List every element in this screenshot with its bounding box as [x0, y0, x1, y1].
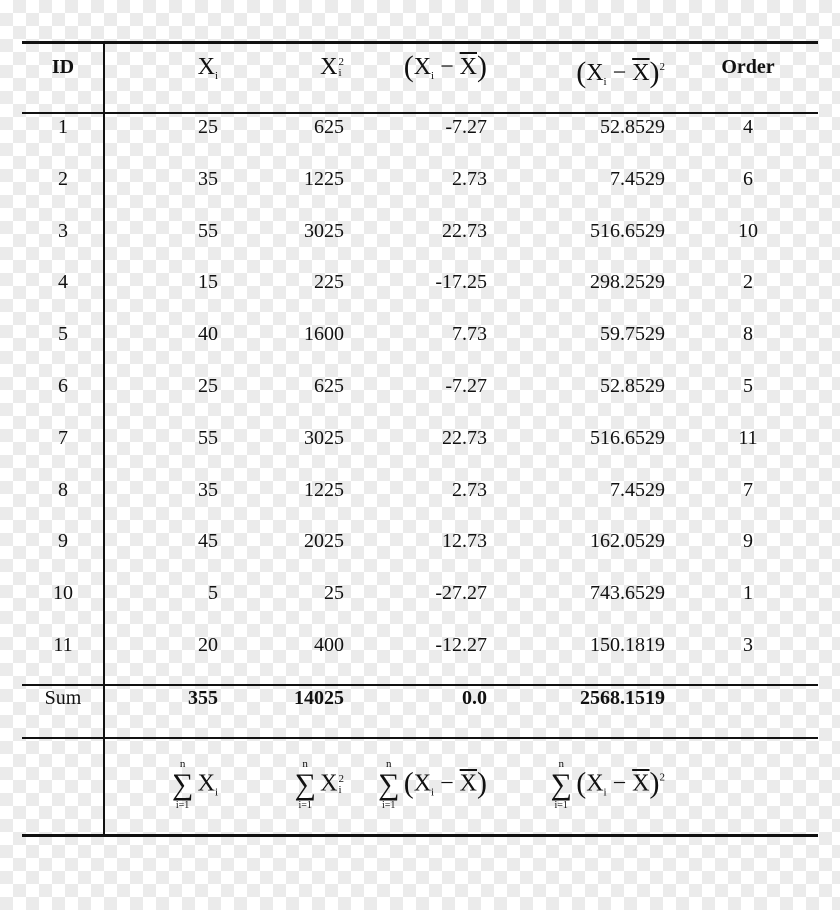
cell-sq: 516.6529	[590, 219, 665, 242]
sigma-icon: n ∑ i=1	[171, 758, 194, 811]
table-row	[0, 319, 840, 349]
sum-sq: 2568.1519	[580, 687, 665, 709]
cell-x2: 1225	[304, 167, 344, 190]
top-rule	[22, 41, 818, 44]
cell-id: 11	[53, 634, 73, 656]
cell-id: 9	[58, 530, 68, 553]
cell-sq: 516.6529	[590, 426, 665, 449]
header-order: Order	[721, 56, 775, 78]
cell-sq: 150.1819	[590, 634, 665, 656]
cell-x2: 1600	[304, 323, 344, 346]
table-row	[0, 216, 840, 246]
cell-dev: 22.73	[442, 426, 487, 449]
header-row	[0, 50, 840, 89]
table-row	[0, 164, 840, 194]
table-row	[0, 630, 840, 660]
cell-x2: 625	[314, 116, 344, 138]
cell-sq: 59.7529	[600, 323, 665, 346]
header-deviation: $(X_i - \overline{X})$	[403, 50, 487, 83]
cell-id: 7	[58, 426, 68, 449]
cell-id: 5	[58, 323, 68, 346]
cell-x2: 400	[314, 634, 344, 656]
cell-dev: 2.73	[452, 478, 487, 501]
cell-x2: 3025	[304, 219, 344, 242]
cell-x2: 625	[314, 375, 344, 397]
cell-x2: 2025	[304, 530, 344, 553]
cell-order: 5	[743, 375, 753, 397]
cell-x: 35	[198, 478, 218, 501]
cell-id: 2	[58, 167, 68, 190]
cell-order: 7	[743, 478, 753, 501]
cell-x2: 1225	[304, 478, 344, 501]
header-xi-squared: X 2 i	[320, 54, 344, 80]
cell-x: 40	[198, 323, 218, 346]
cell-order: 4	[743, 116, 753, 138]
sum-x: 355	[188, 687, 218, 709]
table-row	[0, 423, 840, 453]
cell-order: 2	[743, 271, 753, 294]
cell-dev: 7.73	[452, 323, 487, 346]
cell-x: 55	[198, 219, 218, 242]
cell-dev: -17.25	[435, 271, 487, 294]
sigma-icon: n ∑ i=1	[378, 758, 400, 811]
sigma-icon: n ∑ i=1	[294, 758, 316, 811]
cell-x2: 225	[314, 271, 344, 294]
cell-order: 1	[743, 582, 753, 605]
cell-sq: 162.0529	[590, 530, 665, 553]
cell-dev: -12.27	[435, 634, 487, 656]
cell-order: 9	[743, 530, 753, 553]
cell-dev: 2.73	[452, 167, 487, 190]
cell-order: 11	[738, 426, 758, 449]
cell-id: 4	[58, 271, 68, 294]
cell-id: 8	[58, 478, 68, 501]
cell-x: 45	[198, 530, 218, 553]
cell-id: 3	[58, 219, 68, 242]
cell-x2: 3025	[304, 426, 344, 449]
cell-dev: 22.73	[442, 219, 487, 242]
cell-x: 25	[198, 375, 218, 397]
sum-label: Sum	[44, 687, 82, 709]
table-row	[0, 578, 840, 608]
cell-dev: -7.27	[445, 375, 487, 397]
cell-x: 15	[198, 271, 218, 294]
cell-id: 6	[58, 375, 68, 397]
header-id: ID	[51, 56, 75, 78]
cell-order: 6	[743, 167, 753, 190]
cell-x: 55	[198, 426, 218, 449]
cell-order: 8	[743, 323, 753, 346]
cell-id: 10	[53, 582, 73, 605]
header-xi: $X_i$	[197, 54, 218, 82]
cell-id: 1	[58, 116, 68, 138]
cell-sq: 298.2529	[590, 271, 665, 294]
formula-row	[0, 758, 840, 811]
formula-sum-dev: n ∑ i=1 $(X_i - \overline{X})$	[376, 758, 487, 812]
cell-x: 25	[198, 116, 218, 138]
cell-x: 20	[198, 634, 218, 656]
cell-sq: 52.8529	[600, 375, 665, 397]
cell-order: 3	[743, 634, 753, 656]
table-row	[0, 526, 840, 556]
cell-sq: 52.8529	[600, 116, 665, 138]
table-row	[0, 267, 840, 297]
cell-sq: 743.6529	[590, 582, 665, 605]
cell-x2: 25	[324, 582, 344, 605]
cell-x: 5	[208, 582, 218, 605]
header-squared-deviation: $(X_i - \overline{X})^2$	[576, 56, 665, 89]
formula-sum-x2: n ∑ i=1 X 2 i	[292, 758, 344, 812]
formula-rule	[22, 737, 818, 739]
table-row	[0, 112, 840, 142]
sigma-icon: n ∑ i=1	[550, 758, 572, 811]
sum-row	[0, 683, 840, 713]
cell-dev: -27.27	[435, 582, 487, 605]
sum-x2: 14025	[294, 687, 344, 709]
formula-sum-sq: n ∑ i=1 $(X_i - \overline{X})^2$	[548, 758, 665, 812]
formula-sum-x: n ∑ i=1 $X_i$	[170, 758, 218, 812]
cell-sq: 7.4529	[610, 478, 665, 501]
cell-dev: 12.73	[442, 530, 487, 553]
table-row	[0, 371, 840, 401]
cell-order: 10	[738, 219, 758, 242]
cell-x: 35	[198, 167, 218, 190]
cell-dev: -7.27	[445, 116, 487, 138]
cell-sq: 7.4529	[610, 167, 665, 190]
bottom-rule	[22, 834, 818, 837]
table-row	[0, 475, 840, 505]
sum-dev: 0.0	[462, 687, 487, 709]
